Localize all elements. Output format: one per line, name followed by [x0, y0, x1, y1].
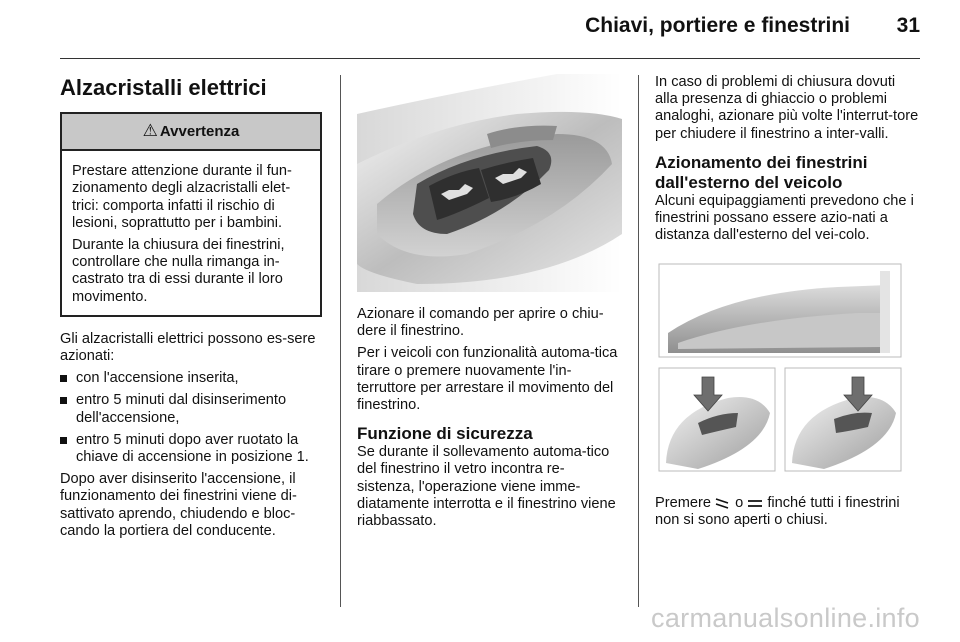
operate-paragraph: Azionare il comando per aprire o chiu-dere il finestrino. — [357, 306, 604, 340]
remote-paragraph: Alcuni equipaggiamenti prevedono che i finestrini possano essere azio-nati a distanza dall'esterno del vei-colo. — [655, 192, 914, 244]
warning-box — [60, 112, 322, 317]
column-divider-1 — [340, 75, 341, 607]
unlock-button-icon — [715, 497, 731, 509]
watermark: carmanualsonline.info — [651, 603, 920, 633]
list-item: con l'accensione inserita, — [60, 370, 322, 387]
caption-or: o — [735, 494, 744, 511]
list-item: entro 5 minuti dopo aver ruotato la chiave di accensione in posizione 1. — [60, 432, 322, 466]
column-divider-2 — [638, 75, 639, 607]
warning-body — [62, 151, 320, 315]
warning-header — [62, 114, 320, 151]
warning-triangle-icon: ⚠ — [142, 121, 158, 140]
safety-function-title: Funzione di sicurezza — [357, 424, 533, 444]
list-item: entro 5 minuti dal disinserimento dell'accensione, — [60, 392, 322, 426]
section-title: Alzacristalli elettrici — [60, 75, 267, 100]
middle-column — [357, 74, 622, 535]
page-number: 31 — [896, 14, 920, 37]
right-column — [655, 74, 921, 534]
remote-key-illustration — [658, 263, 916, 473]
intro-paragraph: Gli alzacristalli elettrici possono es-sere azionati: — [60, 330, 316, 365]
caption-end: finché tutti i finestrini non si sono aperti o chiusi. — [655, 494, 900, 528]
header-rule — [60, 58, 920, 59]
warning-paragraph: Prestare attenzione durante il fun-zionamento degli alzacristalli elet-trici: comporta infatti il rischio di lesioni, soprattutto per i bambini. — [72, 163, 292, 231]
caption-paragraph — [655, 495, 921, 529]
ice-paragraph: In caso di problemi di chiusura dovuti alla presenza di ghiaccio o problemi analoghi, azionare più volte l'interrut-tore per chiudere il finestrino a inter-valli. — [655, 74, 919, 142]
header-title: Chiavi, portiere e finestrini — [585, 14, 850, 37]
caption-start: Premere — [655, 494, 711, 511]
window-switch-photo — [357, 74, 622, 292]
warning-paragraph: Durante la chiusura dei finestrini, controllare che nulla rimanga in-castrato tra di essi durante il loro movimento. — [72, 237, 285, 305]
deactivation-paragraph: Dopo aver disinserito l'accensione, il funzionamento dei finestrini viene di-sattivato aprendo, chiudendo e bloc-cando la portiera del conducente. — [60, 471, 297, 539]
left-column — [60, 74, 322, 545]
lock-button-icon — [747, 497, 763, 509]
condition-list — [60, 370, 322, 466]
warning-title: Avvertenza — [159, 123, 240, 140]
safety-paragraph: Se durante il sollevamento automa-tico del finestrino il vetro incontra re-sistenza, l'operazione viene imme-diatamente interrotta e il finestrino viene riabbassato. — [357, 444, 616, 530]
automatic-paragraph: Per i veicoli con funzionalità automa-tica tirare o premere nuovamente l'in-terruttore per arrestare il movimento del finestrino. — [357, 345, 618, 414]
remote-operation-title: Azionamento dei finestrini dall'esterno del veicolo — [655, 152, 868, 192]
